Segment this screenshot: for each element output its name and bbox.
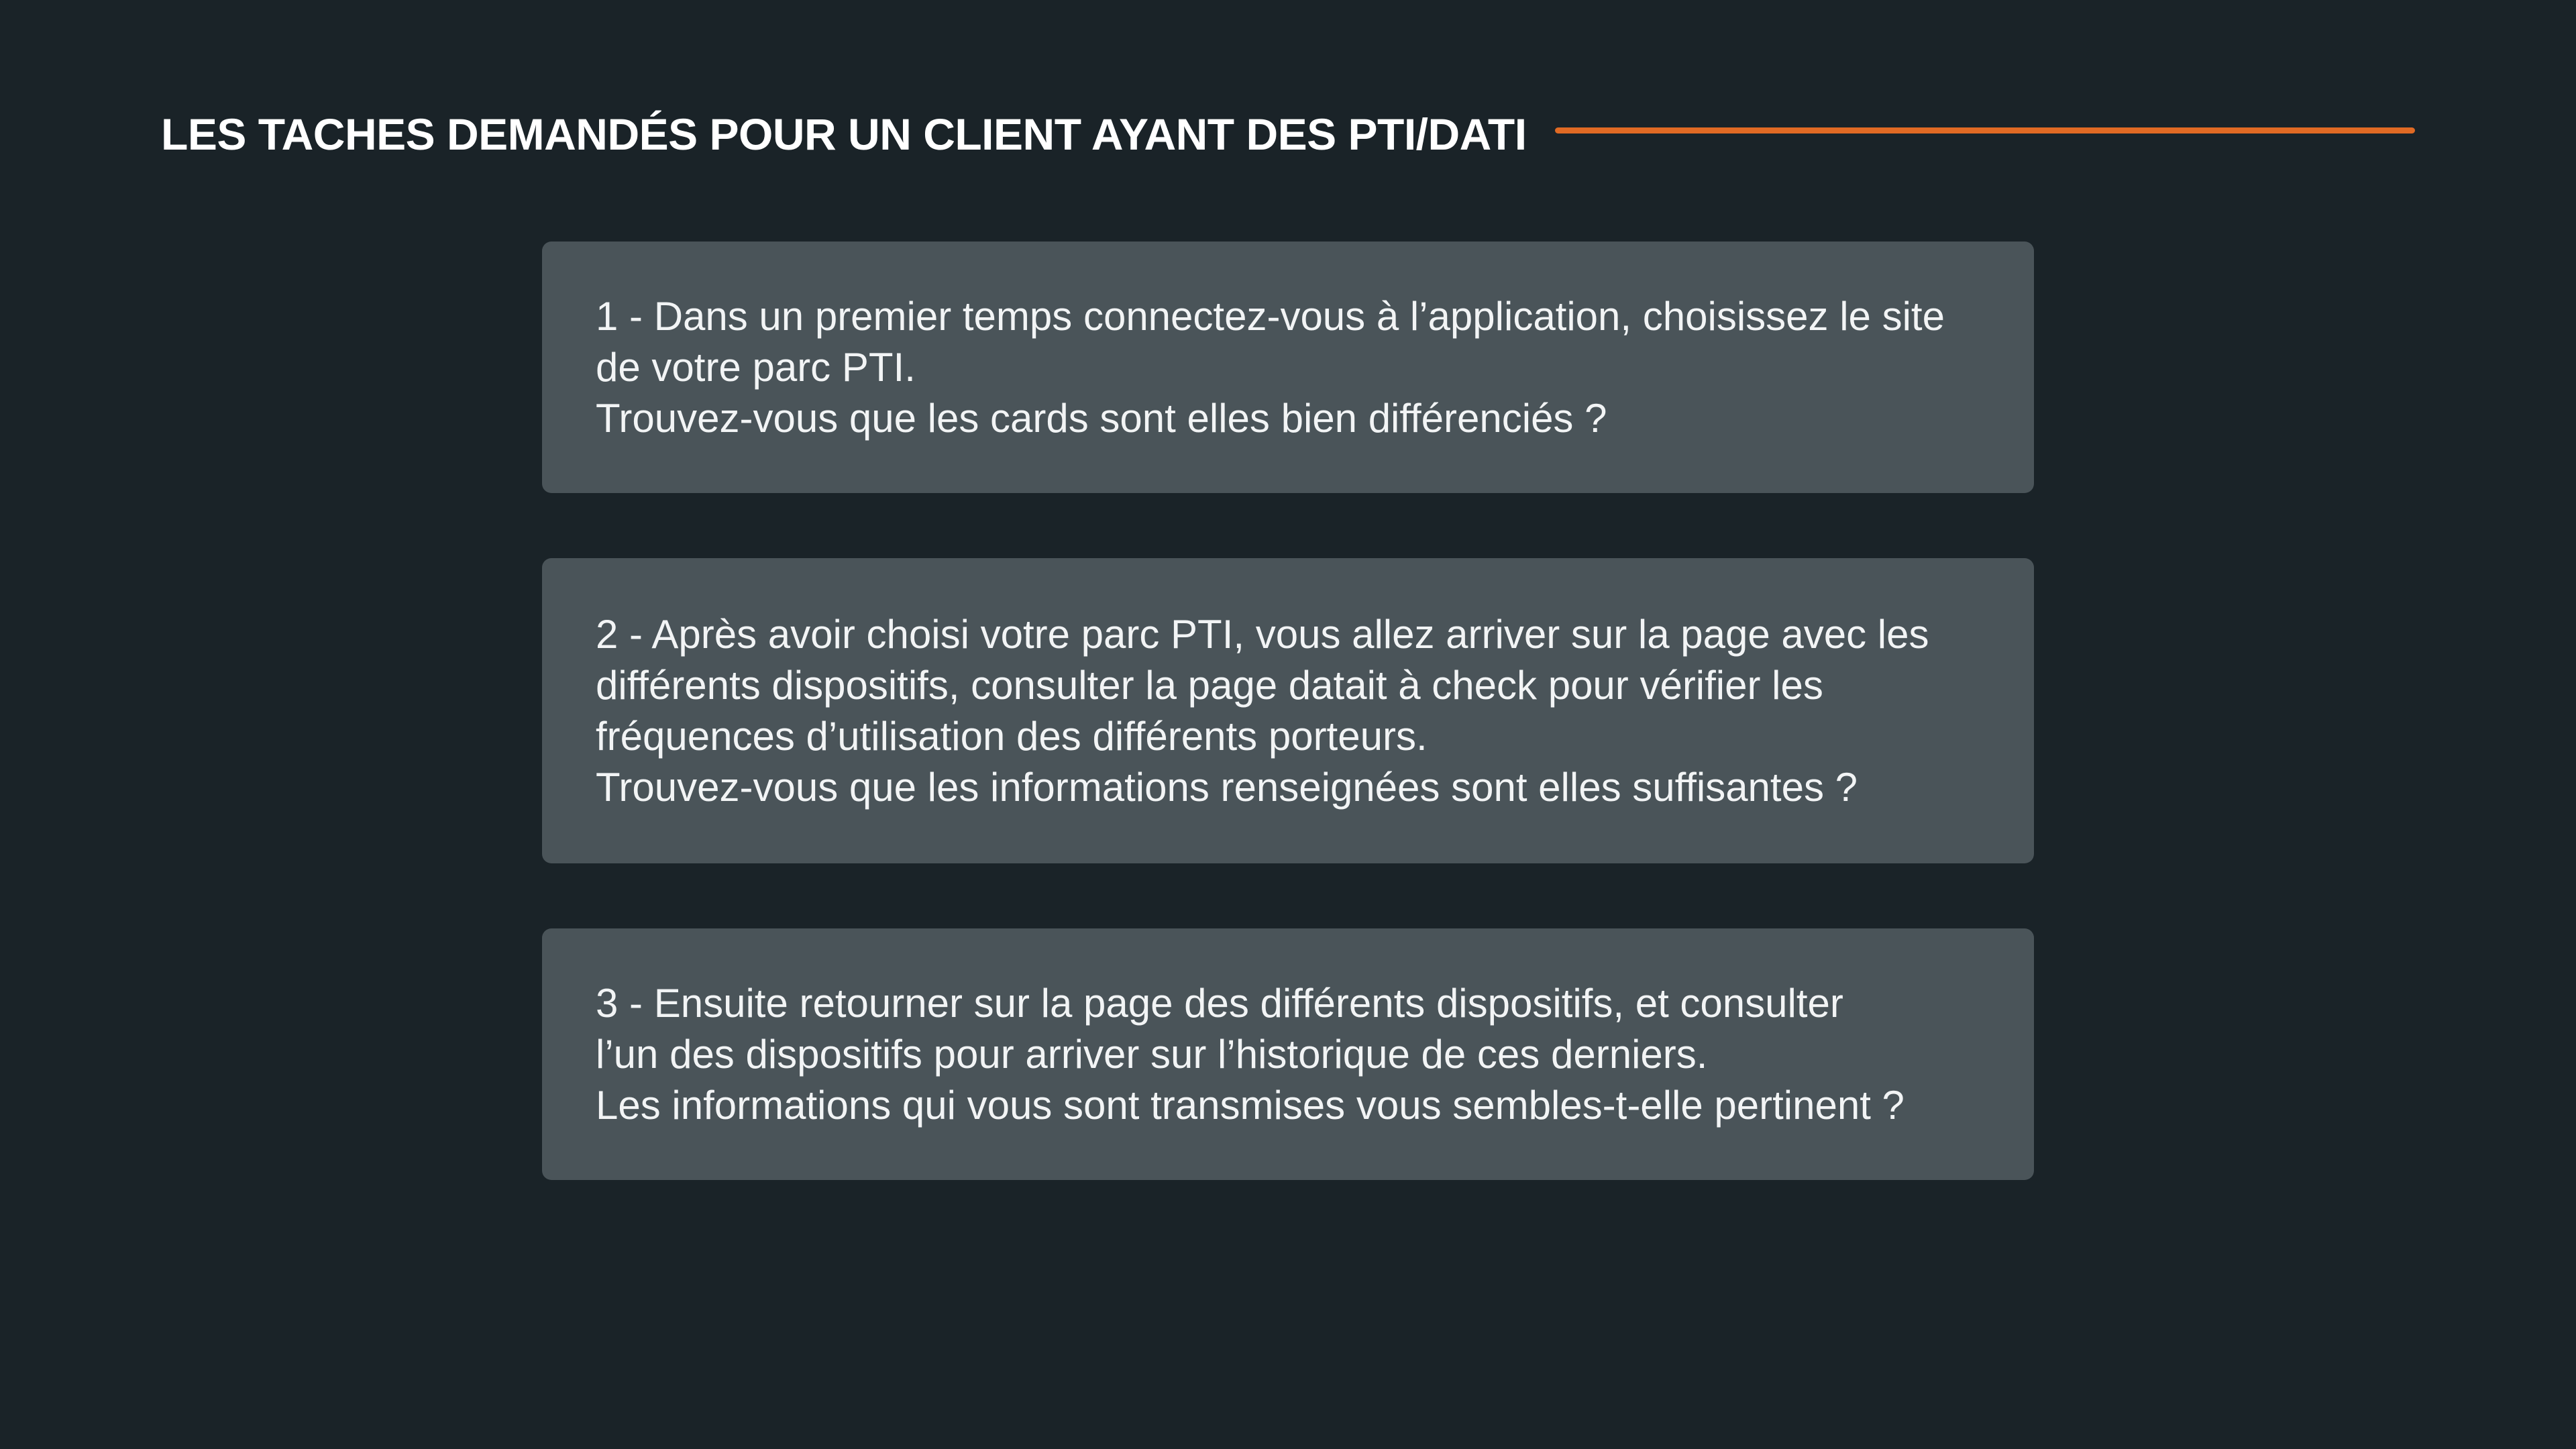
- task-question: Les informations qui vous sont transmises vous sembles-t-elle pertinent ?: [596, 1082, 1904, 1128]
- task-line: 2 - Après avoir choisi votre parc PTI, vous allez arriver sur la page avec les: [596, 611, 1929, 657]
- task-line: fréquences d’utilisation des différents porteurs.: [596, 713, 1428, 759]
- task-line: différents dispositifs, consulter la page datait à check pour vérifier les: [596, 662, 1823, 708]
- title-accent-rule: [1555, 127, 2415, 133]
- task-line: de votre parc PTI.: [596, 344, 916, 390]
- task-line: l’un des dispositifs pour arriver sur l’historique de ces derniers.: [596, 1031, 1708, 1077]
- task-card-text: [596, 291, 1945, 444]
- page-title: LES TACHES DEMANDÉS POUR UN CLIENT AYANT DES PTI/DATI: [161, 109, 1527, 159]
- task-question: Trouvez-vous que les cards sont elles bien différenciés ?: [596, 395, 1607, 441]
- task-card-1: [542, 241, 2034, 493]
- header: [161, 101, 2415, 168]
- task-card-3: [542, 928, 2034, 1180]
- task-card-text: [596, 609, 1929, 813]
- task-line: 3 - Ensuite retourner sur la page des différents dispositifs, et consulter: [596, 980, 1843, 1026]
- task-card-2: [542, 558, 2034, 863]
- task-line: 1 - Dans un premier temps connectez-vous à l’application, choisissez le site: [596, 293, 1945, 339]
- task-question: Trouvez-vous que les informations renseignées sont elles suffisantes ?: [596, 764, 1858, 810]
- task-card-text: [596, 978, 1904, 1131]
